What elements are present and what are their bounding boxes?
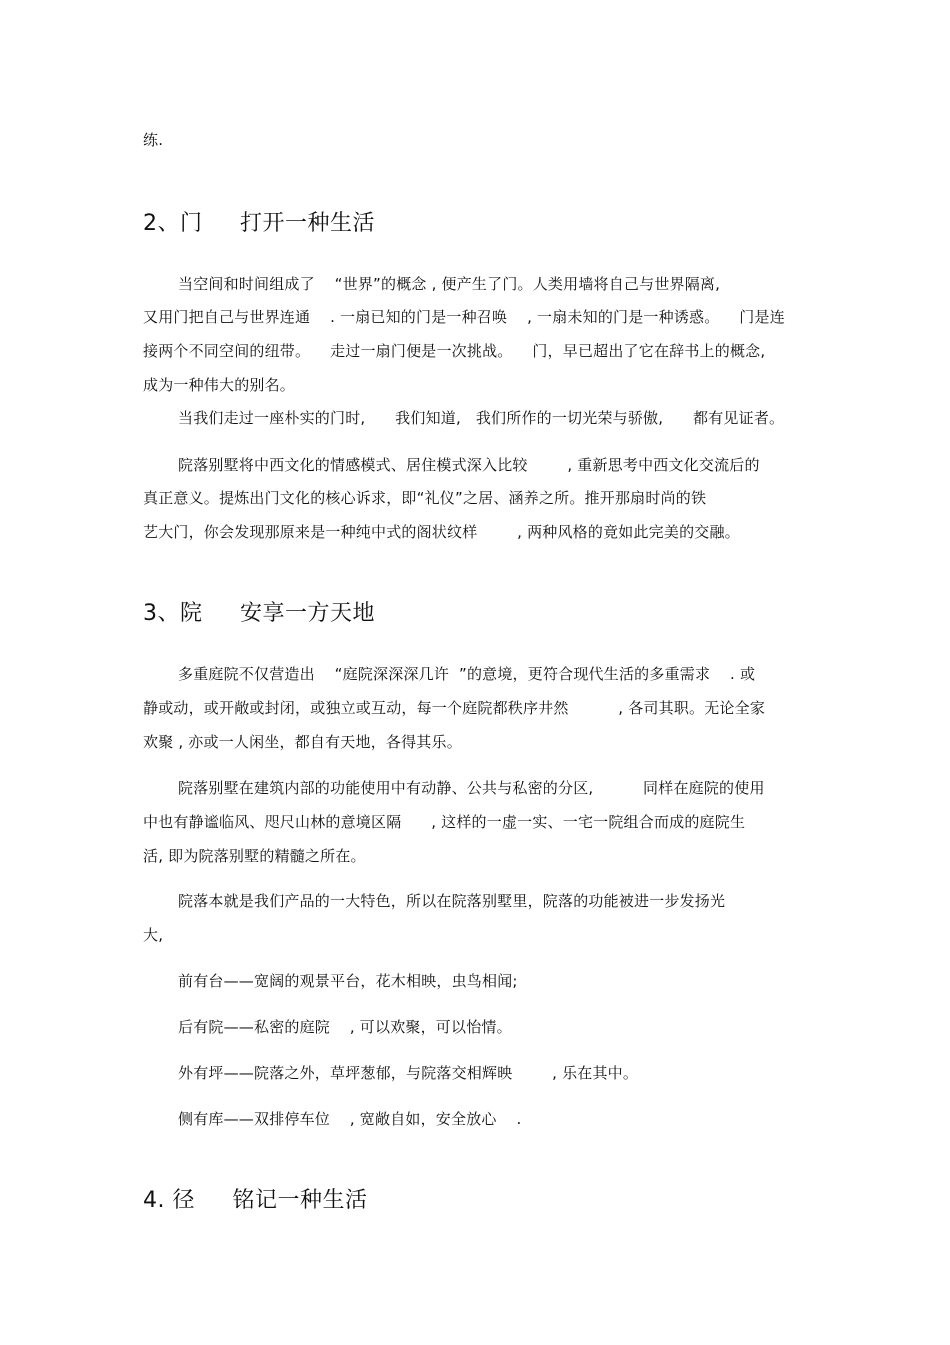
text-line: 当空间和时间组成了 “世界”的概念 , 便产生了门。人类用墙将自己与世界隔离, <box>178 275 721 293</box>
text-line: 欢聚 , 亦或一人闲坐，都自有天地，各得其乐。 <box>143 733 462 751</box>
text-line: 静或动，或开敞或封闭，或独立或互动，每一个庭院都秩序井然 , 各司其职。无论全家 <box>143 699 766 717</box>
text-line: 又用门把自己与世界连通 . 一扇已知的门是一种召唤 , 一扇未知的门是一种诱惑。 门是连 <box>143 308 785 326</box>
text-line: 艺大门，你会发现那原来是一种纯中式的阁状纹样 , 两种风格的竟如此完美的交融。 <box>143 523 740 541</box>
section-heading: 3、院 安享一方天地 <box>143 601 375 626</box>
text-line: 中也有静谧临风、咫尺山林的意境区隔 , 这样的一虚一实、一宅一院组合而成的庭院生 <box>143 813 746 831</box>
list-item: 侧有库——双排停车位 , 宽敞自如，安全放心 . <box>178 1110 522 1128</box>
text-line: 大, <box>143 926 164 944</box>
text-line: 院落别墅在建筑内部的功能使用中有动静、公共与私密的分区, 同样在庭院的使用 <box>178 779 765 797</box>
text-line: 多重庭院不仅营造出 “庭院深深深几许 ”的意境，更符合现代生活的多重需求 . 或 <box>178 665 756 683</box>
list-item: 后有院——私密的庭院 , 可以欢聚，可以怡情。 <box>178 1018 512 1036</box>
section-heading: 4. 径 铭记一种生活 <box>143 1188 368 1213</box>
text-line: 院落本就是我们产品的一大特色，所以在院落别墅里，院落的功能被进一步发扬光 <box>178 892 726 910</box>
text-line: 真正意义。提炼出门文化的核心诉求，即“礼仪”之居、涵养之所。推开那扇时尚的铁 <box>143 489 707 507</box>
text-line: 练. <box>143 131 164 149</box>
text-line: 活, 即为院落别墅的精髓之所在。 <box>143 847 366 865</box>
text-line: 院落别墅将中西文化的情感模式、居住模式深入比较 , 重新思考中西文化交流后的 <box>178 456 760 474</box>
text-line: 成为一种伟大的别名。 <box>143 376 296 394</box>
list-item: 外有坪——院落之外，草坪葱郁，与院落交相辉映 , 乐在其中。 <box>178 1064 639 1082</box>
text-line: 接两个不同空间的纽带。 走过一扇门便是一次挑战。 门，早已超出了它在辞书上的概念, <box>143 342 766 360</box>
section-heading: 2、门 打开一种生活 <box>143 211 375 236</box>
text-line: 当我们走过一座朴实的门时, 我们知道, 我们所作的一切光荣与骄傲, 都有见证者。 <box>178 409 785 427</box>
list-item: 前有台——宽阔的观景平台，花木相映，虫鸟相闻; <box>178 972 518 990</box>
